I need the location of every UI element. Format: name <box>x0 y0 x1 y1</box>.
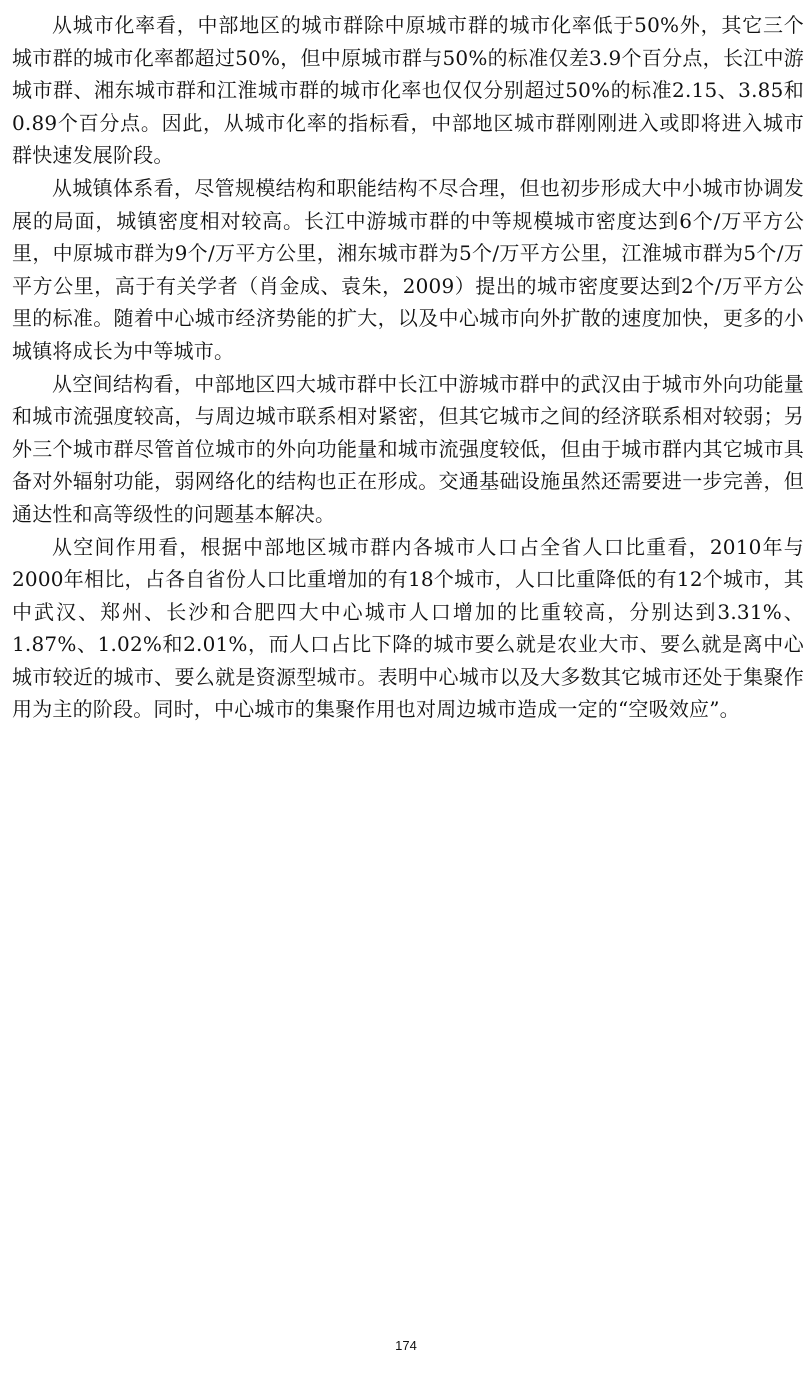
page-number: 174 <box>395 1338 417 1353</box>
paragraph-town-system: 从城镇体系看，尽管规模结构和职能结构不尽合理，但也初步形成大中小城市协调发展的局面，城镇密度相对较高。长江中游城市群的中等规模城市密度达到6个/万平方公里，中原城市群为9个/万平方公里，湘东城市群为5个/万平方公里，江淮城市群为5个/万平方公里，高于有关学者（肖金成、袁朱，2009）提出的城市密度要达到2个/万平方公里的标准。随着中心城市经济势能的扩大，以及中心城市向外扩散的速度加快，更多的小城镇将成长为中等城市。 <box>12 175 804 363</box>
document-body <box>12 9 804 726</box>
paragraph-spatial-effect: 从空间作用看，根据中部地区城市群内各城市人口占全省人口比重看，2010年与2000年相比，占各自省份人口比重增加的有18个城市，人口比重降低的有12个城市，其中武汉、郑州、长沙和合肥四大中心城市人口增加的比重较高，分别达到3.31%、1.87%、1.02%和2.01%，而人口占比下降的城市要么就是农业大市、要么就是离中心城市较近的城市、要么就是资源型城市。表明中心城市以及大多数其它城市还处于集聚作用为主的阶段。同时，中心城市的集聚作用也对周边城市造成一定的“空吸效应”。 <box>12 534 804 722</box>
paragraph-urbanization-rate: 从城市化率看，中部地区的城市群除中原城市群的城市化率低于50%外，其它三个城市群的城市化率都超过50%，但中原城市群与50%的标准仅差3.9个百分点，长江中游城市群、湘东城市群和江淮城市群的城市化率也仅仅分别超过50%的标准2.15、3.85和0.89个百分点。因此，从城市化率的指标看，中部地区城市群刚刚进入或即将进入城市群快速发展阶段。 <box>12 13 804 168</box>
paragraph-spatial-structure: 从空间结构看，中部地区四大城市群中长江中游城市群中的武汉由于城市外向功能量和城市流强度较高，与周边城市联系相对紧密，但其它城市之间的经济联系相对较弱；另外三个城市群尽管首位城市的外向功能量和城市流强度较低，但由于城市群内其它城市具备对外辐射功能，弱网络化的结构也正在形成。交通基础设施虽然还需要进一步完善，但通达性和高等级性的问题基本解决。 <box>12 371 804 526</box>
